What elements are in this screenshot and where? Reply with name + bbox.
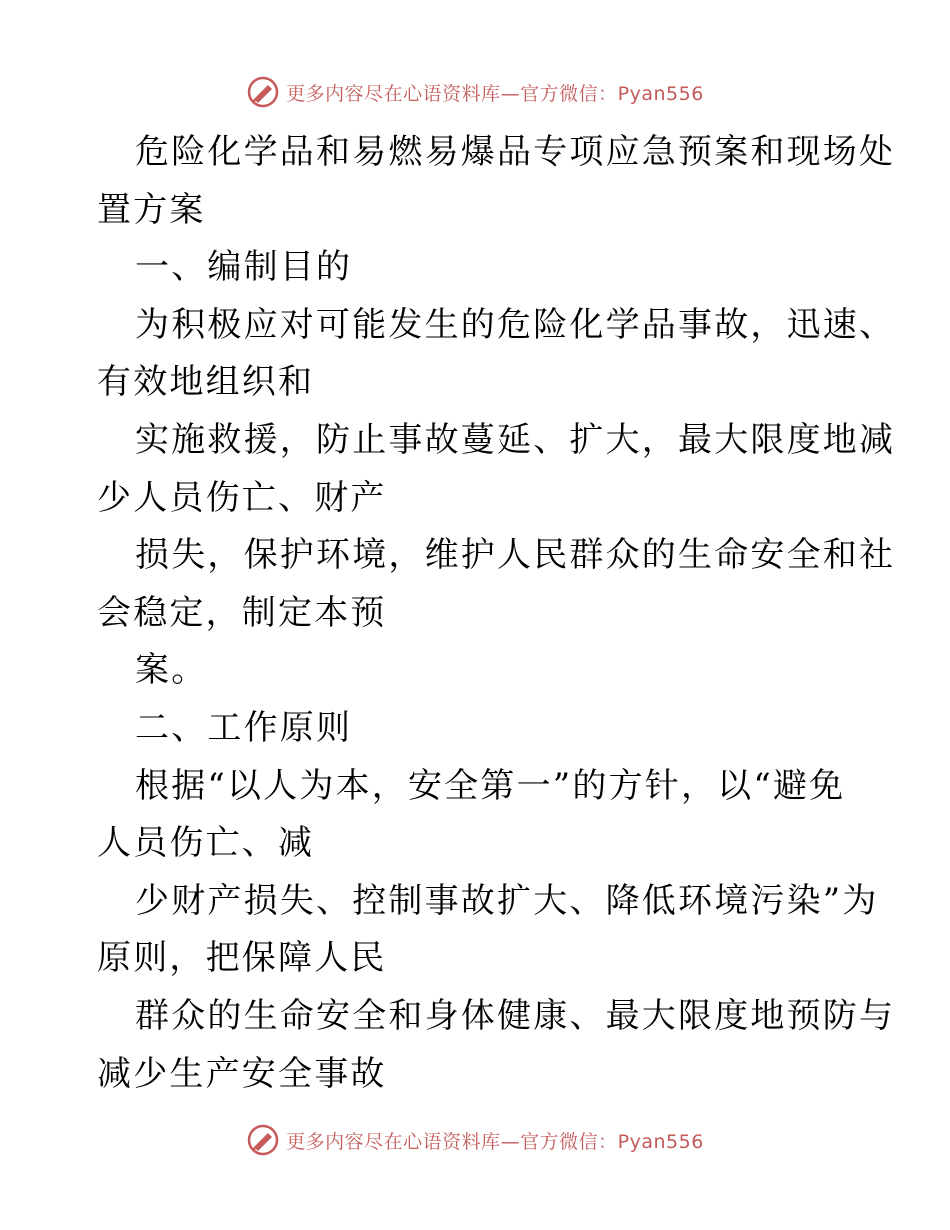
footer-watermark xyxy=(0,1120,950,1160)
paragraph-line: 人员伤亡、减 xyxy=(97,823,315,864)
paragraph-line: 案。 xyxy=(135,650,208,691)
paragraph-line: 有效地组织和 xyxy=(97,362,315,403)
paragraph-line: 减少生产安全事故 xyxy=(97,1053,387,1094)
section-heading: 一、编制目的 xyxy=(135,247,353,288)
document-body xyxy=(97,124,896,1103)
pen-logo-icon xyxy=(246,1123,280,1157)
title-line: 置方案 xyxy=(97,189,206,230)
paragraph-line: 群众的生命安全和身体健康、最大限度地预防与 xyxy=(135,995,896,1036)
section-heading: 二、工作原则 xyxy=(135,707,353,748)
paragraph-line: 少财产损失、控制事故扩大、降低环境污染”为 xyxy=(135,880,879,921)
paragraph-line: 为积极应对可能发生的危险化学品事故，迅速、 xyxy=(135,304,896,345)
paragraph-line: 损失，保护环境，维护人民群众的生命安全和社 xyxy=(135,535,896,576)
watermark-text: 更多内容尽在心语资料库—官方微信：Pyan556 xyxy=(286,82,704,105)
watermark-text: 更多内容尽在心语资料库—官方微信：Pyan556 xyxy=(286,1130,704,1153)
title-line: 危险化学品和易燃易爆品专项应急预案和现场处 xyxy=(135,132,896,172)
pen-logo-icon xyxy=(246,75,280,109)
paragraph-line: 实施救援，防止事故蔓延、扩大，最大限度地减 xyxy=(135,419,896,460)
paragraph-line: 原则，把保障人民 xyxy=(97,938,387,979)
header-watermark xyxy=(0,72,950,112)
paragraph-line: 会稳定，制定本预 xyxy=(97,592,387,633)
paragraph-line: 少人员伤亡、财产 xyxy=(97,477,387,518)
paragraph-line: 根据“以人为本，安全第一”的方针，以“避免 xyxy=(135,765,846,806)
